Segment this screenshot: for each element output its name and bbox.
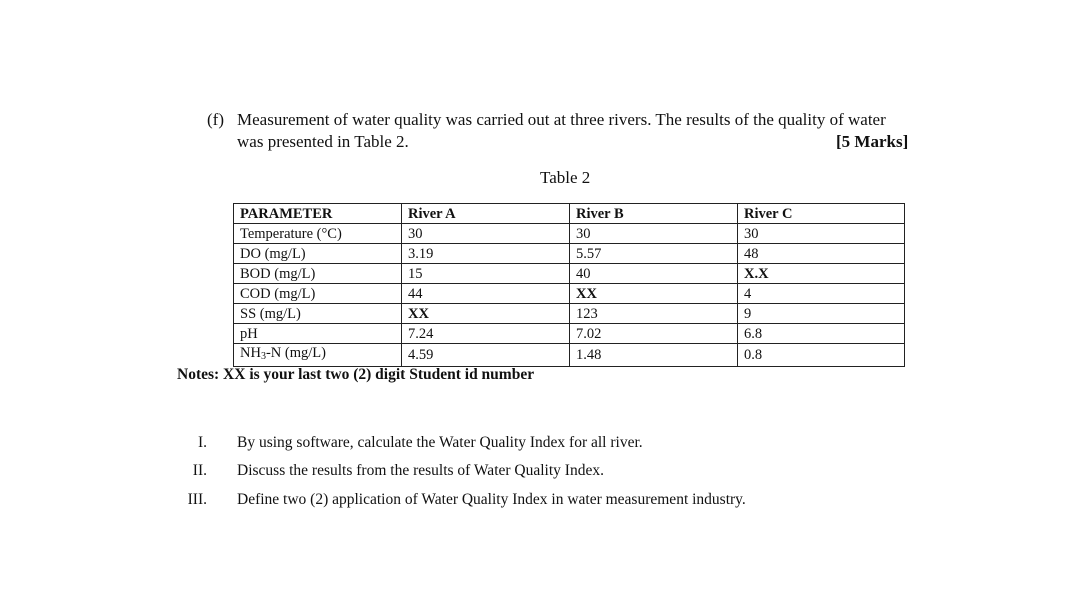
table-row bbox=[234, 244, 905, 264]
cell-river-c: X.X bbox=[738, 264, 905, 284]
question-label: (f) bbox=[207, 110, 224, 129]
task-number: II. bbox=[192, 462, 207, 479]
cell-river-b: 1.48 bbox=[570, 344, 738, 367]
cell-river-a: 30 bbox=[402, 224, 570, 244]
task-text: Define two (2) application of Water Quality Index in water measurement industry. bbox=[237, 491, 746, 508]
cell-river-b: 7.02 bbox=[570, 324, 738, 344]
table-row bbox=[234, 304, 905, 324]
cell-river-c: 0.8 bbox=[738, 344, 905, 367]
cell-river-b: 40 bbox=[570, 264, 738, 284]
cell-river-c: 9 bbox=[738, 304, 905, 324]
cell-parameter: BOD (mg/L) bbox=[234, 264, 402, 284]
task-text: By using software, calculate the Water Quality Index for all river. bbox=[237, 434, 643, 451]
cell-river-a: 3.19 bbox=[402, 244, 570, 264]
cell-river-b: 5.57 bbox=[570, 244, 738, 264]
cell-parameter: $NH_3-N$ (mg/L) bbox=[234, 344, 402, 367]
notes-text: Notes: XX is your last two (2) digit Student id number bbox=[177, 366, 535, 383]
cell-river-a: 44 bbox=[402, 284, 570, 304]
cell-river-b: XX bbox=[570, 284, 738, 304]
cell-parameter: COD (mg/L) bbox=[234, 284, 402, 304]
marks-label: [5 Marks] bbox=[836, 132, 909, 151]
water-quality-table bbox=[233, 203, 905, 367]
table-row bbox=[234, 284, 905, 304]
table-row bbox=[234, 264, 905, 284]
cell-river-b: 30 bbox=[570, 224, 738, 244]
table-row bbox=[234, 224, 905, 244]
cell-river-c: 48 bbox=[738, 244, 905, 264]
cell-parameter: DO (mg/L) bbox=[234, 244, 402, 264]
cell-river-b: 123 bbox=[570, 304, 738, 324]
cell-river-a: 7.24 bbox=[402, 324, 570, 344]
question-line-1: Measurement of water quality was carried out at three rivers. The results of the quality of water bbox=[237, 110, 886, 129]
table-header-row bbox=[234, 204, 905, 224]
task-number: I. bbox=[197, 434, 207, 451]
cell-river-a: XX bbox=[402, 304, 570, 324]
task-text: Discuss the results from the results of Water Quality Index. bbox=[237, 462, 604, 479]
header-parameter: PARAMETER bbox=[234, 204, 402, 224]
cell-river-c: 30 bbox=[738, 224, 905, 244]
cell-parameter: SS (mg/L) bbox=[234, 304, 402, 324]
header-river-b: River B bbox=[570, 204, 738, 224]
cell-parameter: pH bbox=[234, 324, 402, 344]
table-row bbox=[234, 344, 905, 367]
question-line-2: was presented in Table 2. bbox=[237, 132, 409, 151]
cell-river-a: 15 bbox=[402, 264, 570, 284]
header-river-a: River A bbox=[402, 204, 570, 224]
cell-river-a: 4.59 bbox=[402, 344, 570, 367]
cell-parameter: Temperature (°C) bbox=[234, 224, 402, 244]
task-number: III. bbox=[187, 491, 207, 508]
table-row bbox=[234, 324, 905, 344]
header-river-c: River C bbox=[738, 204, 905, 224]
cell-river-c: 6.8 bbox=[738, 324, 905, 344]
table-caption: Table 2 bbox=[540, 168, 591, 187]
cell-river-c: 4 bbox=[738, 284, 905, 304]
